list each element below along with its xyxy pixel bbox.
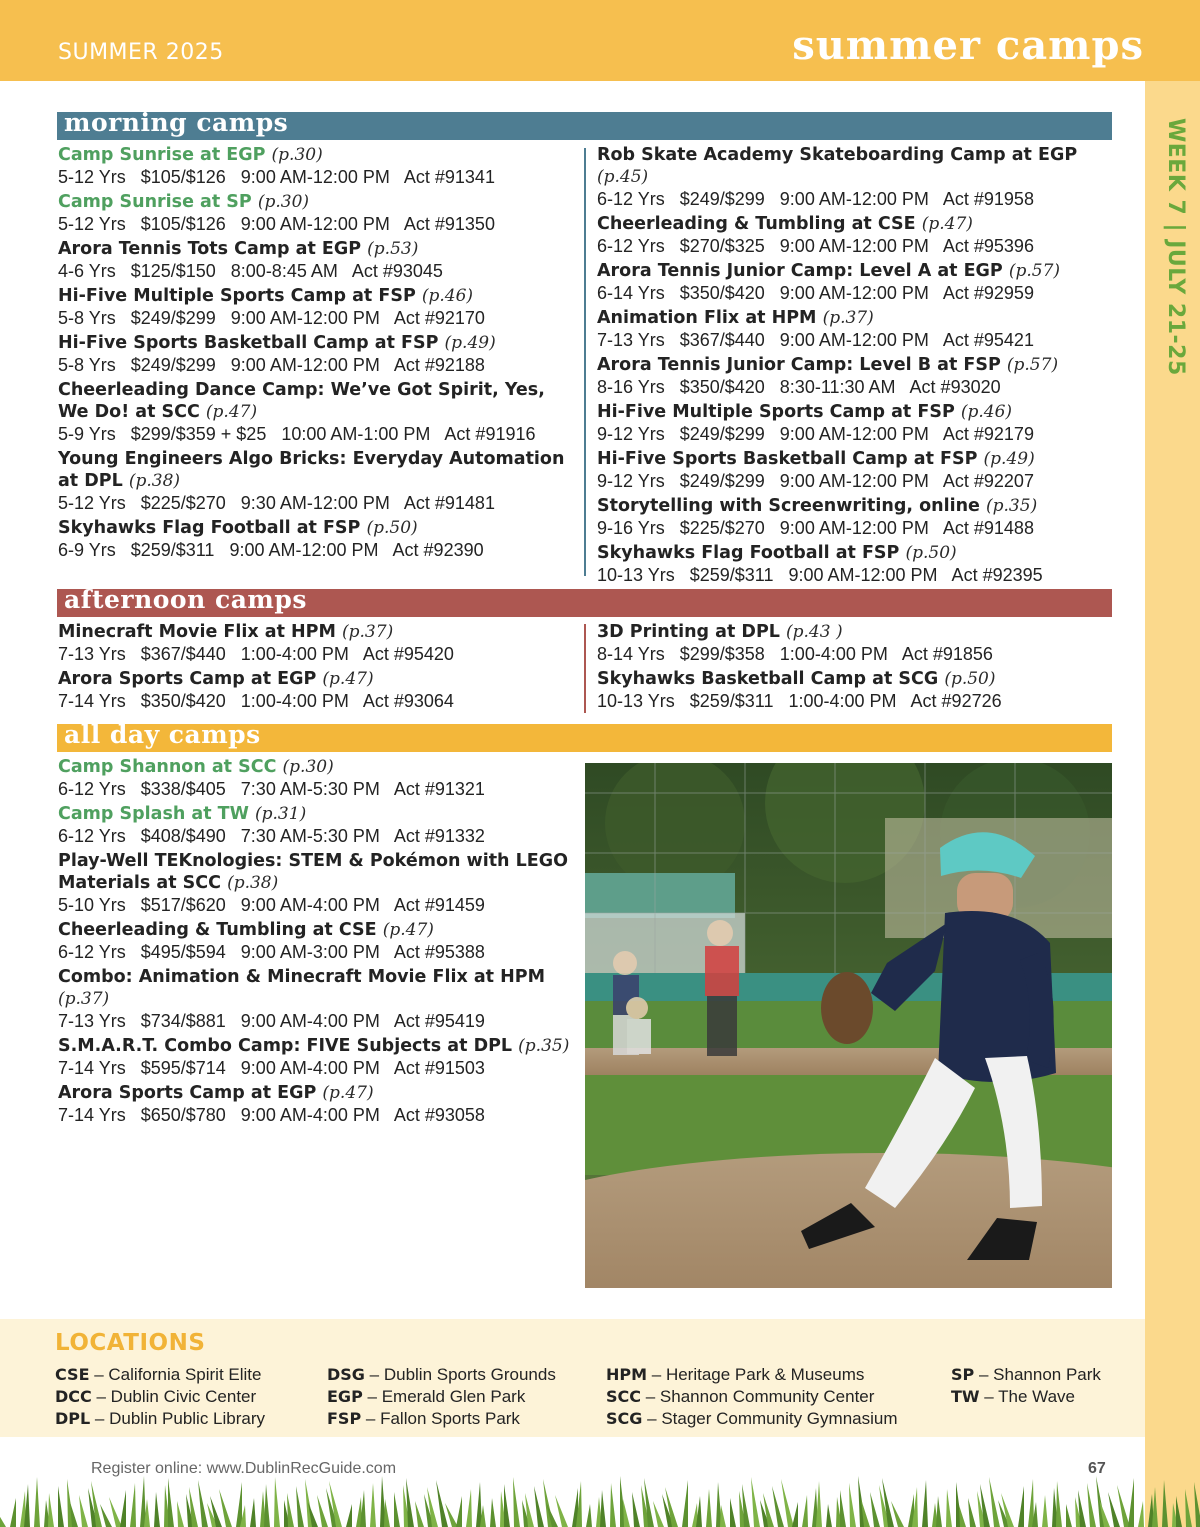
camp-name: Arora Tennis Junior Camp: Level B at FSP: [597, 355, 1001, 375]
location-item: HPM – Heritage Park & Museums: [606, 1365, 865, 1384]
grass-blade: [10, 1498, 16, 1527]
grass-blade: [100, 1504, 112, 1527]
camp-page-ref: (p.53): [367, 239, 419, 259]
camp-details: 5-8 Yrs $249/$299 9:00 AM-12:00 PM Act #92188: [58, 355, 485, 375]
morning-right-column: [597, 144, 1127, 589]
grass-blade: [48, 1493, 54, 1527]
afternoon-camps-heading: afternoon camps: [64, 585, 307, 614]
camp-details: 9-16 Yrs $225/$270 9:00 AM-12:00 PM Act #91488: [597, 518, 1034, 538]
camp-details: 9-12 Yrs $249/$299 9:00 AM-12:00 PM Act #92207: [597, 471, 1034, 491]
grass-blade: [720, 1505, 726, 1527]
location-name: Dublin Sports Grounds: [383, 1365, 556, 1384]
camp-details: 6-12 Yrs $495/$594 9:00 AM-3:00 PM Act #95388: [58, 942, 485, 962]
grass-blade: [534, 1486, 544, 1527]
camp-page-ref: (p.50): [905, 543, 957, 563]
camp-details: 6-9 Yrs $259/$311 9:00 AM-12:00 PM Act #92390: [58, 540, 484, 560]
grass-blade: [79, 1495, 88, 1527]
camp-title: [58, 966, 578, 1010]
camp-page-ref: (p.57): [1008, 261, 1061, 281]
location-item: SP – Shannon Park: [951, 1365, 1101, 1384]
camp-page-ref: (p.38): [128, 471, 181, 491]
camp-title: [58, 668, 573, 690]
camp-name: Camp Splash at TW: [58, 804, 249, 824]
camp-title: [597, 495, 1127, 517]
grass-blade: [130, 1483, 136, 1527]
grass-blade: [120, 1490, 126, 1527]
camp-page-ref: (p.47): [921, 214, 973, 234]
camp-title: [597, 668, 1127, 690]
camp-page-ref: (p.47): [322, 669, 374, 689]
grass-blade: [826, 1504, 832, 1527]
camp-page-ref: (p.47): [205, 402, 258, 422]
grass-blade: [1066, 1504, 1072, 1527]
grass-blade: [1185, 1489, 1192, 1527]
grass-blade: [394, 1492, 400, 1527]
camp-page-ref: (p.43 ): [786, 622, 843, 642]
camp-details: 5-9 Yrs $299/$359 + $25 10:00 AM-1:00 PM Act #91916: [58, 424, 536, 444]
camp-entry: [597, 260, 1127, 304]
camp-page-ref: (p.49): [983, 449, 1035, 469]
grass-blade: [730, 1498, 736, 1527]
camp-title: [58, 803, 578, 825]
grass-blade: [415, 1501, 424, 1527]
camp-details: 7-13 Yrs $734/$881 9:00 AM-4:00 PM Act #95419: [58, 1011, 485, 1031]
grass-blade: [772, 1486, 784, 1527]
camp-name: Hi-Five Multiple Sports Camp at FSP: [597, 402, 955, 422]
grass-blade: [1018, 1486, 1024, 1527]
camp-page-ref: (p.30): [257, 192, 310, 212]
camp-entry: [58, 238, 573, 282]
morning-camps-heading: morning camps: [64, 108, 289, 137]
location-item: FSP – Fallon Sports Park: [327, 1409, 520, 1428]
locations-column-3: [606, 1364, 898, 1430]
grass-blade: [1194, 1482, 1200, 1527]
camp-title: [58, 756, 578, 778]
grass-blade: [989, 1477, 1000, 1527]
camp-name: Skyhawks Flag Football at FSP: [597, 543, 900, 563]
camp-entry: [58, 1035, 578, 1079]
location-code: SP: [951, 1365, 975, 1384]
camp-page-ref: (p.35): [518, 1036, 570, 1056]
camp-page-ref: (p.47): [322, 1083, 374, 1103]
camp-name: Hi-Five Sports Basketball Camp at FSP: [597, 449, 978, 469]
register-online-link[interactable]: Register online: www.DublinRecGuide.com: [91, 1460, 397, 1477]
grass-blade: [109, 1497, 122, 1527]
camp-details: 7-13 Yrs $367/$440 1:00-4:00 PM Act #95420: [58, 644, 454, 664]
camp-entry: [58, 379, 573, 445]
grass-blade: [610, 1483, 616, 1527]
camp-page-ref: (p.49): [444, 333, 496, 353]
camp-name: Cheerleading Dance Camp: We’ve Got Spirit, Yes, We Do! at SCC: [58, 380, 545, 422]
location-name: Heritage Park & Museums: [665, 1365, 865, 1384]
grass-blade: [946, 1489, 952, 1527]
location-name: Fallon Sports Park: [380, 1409, 520, 1428]
grass-blade: [504, 1484, 510, 1527]
locations-column-2: [327, 1364, 556, 1430]
grass-blade: [653, 1501, 664, 1527]
camp-name: Cheerleading & Tumbling at CSE: [597, 214, 916, 234]
camp-page-ref: (p.30): [271, 145, 323, 165]
grass-blade: [250, 1498, 256, 1527]
camp-details: 6-12 Yrs $408/$490 7:30 AM-5:30 PM Act #91332: [58, 826, 485, 846]
grass-blade: [370, 1483, 376, 1527]
camp-entry: [58, 517, 573, 561]
location-code: HPM: [606, 1365, 648, 1384]
all-day-camps-heading: all day camps: [64, 720, 261, 749]
camp-name: Young Engineers Algo Bricks: Everyday Automation at DPL: [58, 449, 565, 491]
camp-title: [58, 919, 578, 941]
camp-name: Arora Sports Camp at EGP: [58, 669, 317, 689]
grass-blade: [555, 1495, 568, 1527]
camp-name: S.M.A.R.T. Combo Camp: FIVE Subjects at DPL: [58, 1036, 513, 1056]
camp-title: [597, 448, 1127, 470]
grass-blade: [816, 1481, 822, 1527]
grass-blade: [586, 1504, 592, 1527]
camp-page-ref: (p.57): [1006, 355, 1059, 375]
grass-blade: [1087, 1483, 1096, 1527]
camp-page-ref: (p.46): [960, 402, 1013, 422]
camp-details: 5-10 Yrs $517/$620 9:00 AM-4:00 PM Act #91459: [58, 895, 485, 915]
baseball-photo: [585, 763, 1112, 1288]
grass-blade: [600, 1490, 606, 1527]
afternoon-camps-bar: [57, 585, 1112, 617]
camp-entry: [597, 401, 1127, 445]
grass-blade: [623, 1499, 630, 1527]
grass-blade: [34, 1477, 40, 1527]
camp-page-ref: (p.37): [822, 308, 874, 328]
camp-details: 10-13 Yrs $259/$311 1:00-4:00 PM Act #92726: [597, 691, 1002, 711]
location-item: SCG – Stager Community Gymnasium: [606, 1409, 898, 1428]
camp-title: [597, 260, 1127, 282]
location-item: EGP – Emerald Glen Park: [327, 1387, 526, 1406]
grass-blade: [346, 1504, 352, 1527]
page-title: summer camps: [792, 22, 1144, 69]
camp-entry: [597, 668, 1127, 712]
afternoon-right-column: [597, 621, 1127, 715]
camp-details: 5-12 Yrs $105/$126 9:00 AM-12:00 PM Act #91341: [58, 167, 495, 187]
camp-title: [58, 144, 573, 166]
camp-details: 6-12 Yrs $338/$405 7:30 AM-5:30 PM Act #91321: [58, 779, 485, 799]
camp-title: [597, 213, 1127, 235]
location-name: Emerald Glen Park: [381, 1387, 526, 1406]
camp-name: Skyhawks Basketball Camp at SCG: [597, 669, 939, 689]
morning-left-column: [58, 144, 573, 564]
location-code: CSE: [55, 1365, 90, 1384]
grass-blade: [236, 1482, 242, 1527]
camp-name: Hi-Five Sports Basketball Camp at FSP: [58, 333, 439, 353]
grass-blade: [751, 1477, 760, 1527]
grass-blade: [1028, 1479, 1034, 1527]
camp-name: Skyhawks Flag Football at FSP: [58, 518, 361, 538]
camp-page-ref: (p.31): [255, 804, 307, 824]
camp-page-ref: (p.37): [342, 622, 394, 642]
grass-blade: [936, 1496, 942, 1527]
grass-blade: [870, 1492, 880, 1527]
location-code: SCC: [606, 1387, 642, 1406]
camp-title: [597, 307, 1127, 329]
camp-title: [58, 332, 573, 354]
grass-blade: [154, 1492, 160, 1527]
camp-details: 7-14 Yrs $595/$714 9:00 AM-4:00 PM Act #91503: [58, 1058, 485, 1078]
grass-blade: [1162, 1480, 1168, 1527]
grass-blade: [0, 1505, 6, 1527]
afternoon-divider: [584, 624, 586, 713]
camp-entry: [597, 448, 1127, 492]
location-code: TW: [951, 1387, 980, 1406]
grass-blade: [274, 1477, 280, 1527]
camp-details: 5-12 Yrs $105/$126 9:00 AM-12:00 PM Act #91350: [58, 214, 495, 234]
week-label: WEEK 7 | JULY 21-25: [1163, 118, 1188, 376]
camp-name: Rob Skate Academy Skateboarding Camp at EGP: [597, 145, 1078, 165]
camp-entry: [58, 966, 578, 1032]
locations-panel: [0, 1319, 1145, 1437]
camp-entry: [58, 919, 578, 963]
camp-title: [58, 379, 573, 423]
camp-entry: [58, 448, 573, 514]
grass-blade: [177, 1501, 184, 1527]
location-code: DCC: [55, 1387, 92, 1406]
camp-title: [58, 517, 573, 539]
grass-blade: [1108, 1492, 1120, 1527]
location-code: DSG: [327, 1365, 365, 1384]
camp-name: Cheerleading & Tumbling at CSE: [58, 920, 377, 940]
grass-blade: [296, 1486, 304, 1527]
camp-page-ref: (p.30): [282, 757, 334, 777]
camp-entry: [58, 668, 573, 712]
location-name: Dublin Public Library: [109, 1409, 266, 1428]
location-name: Dublin Civic Center: [110, 1387, 257, 1406]
camp-entry: [58, 332, 573, 376]
grass-blade: [849, 1483, 856, 1527]
grass-blade: [959, 1505, 966, 1527]
season-label: SUMMER 2025: [58, 40, 224, 65]
camp-name: Storytelling with Screenwriting, online: [597, 496, 980, 516]
camp-title: [597, 144, 1127, 188]
camp-name: Arora Tennis Tots Camp at EGP: [58, 239, 362, 259]
grass-blade: [466, 1489, 472, 1527]
baseball-photo-illustration: [585, 763, 1112, 1288]
camp-entry: [597, 542, 1127, 586]
camp-page-ref: (p.35): [986, 496, 1038, 516]
camp-entry: [58, 850, 578, 916]
camp-page-ref: (p.46): [421, 286, 474, 306]
grass-blade: [1152, 1487, 1158, 1527]
camp-entry: [58, 803, 578, 847]
location-item: DCC – Dublin Civic Center: [55, 1387, 257, 1406]
locations-title: LOCATIONS: [55, 1330, 206, 1356]
camp-title: [58, 850, 578, 894]
camp-details: 7-14 Yrs $650/$780 9:00 AM-4:00 PM Act #93058: [58, 1105, 485, 1125]
grass-blade: [706, 1489, 712, 1527]
location-code: FSP: [327, 1409, 362, 1428]
location-name: The Wave: [998, 1387, 1075, 1406]
camp-title: [58, 1082, 578, 1104]
location-code: SCG: [606, 1409, 643, 1428]
camp-title: [597, 542, 1127, 564]
camp-details: 10-13 Yrs $259/$311 9:00 AM-12:00 PM Act #92395: [597, 565, 1043, 585]
camp-title: [58, 448, 573, 492]
camp-entry: [597, 621, 1127, 665]
grass-blade: [922, 1480, 928, 1527]
camp-name: Camp Shannon at SCC: [58, 757, 277, 777]
camp-details: 8-14 Yrs $299/$358 1:00-4:00 PM Act #91856: [597, 644, 993, 664]
camp-name: Combo: Animation & Minecraft Movie Flix at HPM: [58, 967, 545, 987]
camp-title: [597, 401, 1127, 423]
camp-name: Camp Sunrise at EGP: [58, 145, 266, 165]
camp-name: Hi-Five Multiple Sports Camp at FSP: [58, 286, 416, 306]
grass-border: [0, 1470, 1200, 1527]
camp-title: [597, 354, 1127, 376]
camp-details: 7-14 Yrs $350/$420 1:00-4:00 PM Act #93064: [58, 691, 454, 711]
camp-entry: [597, 144, 1127, 210]
grass-blade: [168, 1478, 174, 1527]
grass-blade: [219, 1489, 232, 1527]
grass-blade: [968, 1498, 976, 1527]
location-code: EGP: [327, 1387, 363, 1406]
camp-page-ref: (p.45): [597, 167, 649, 187]
morning-divider: [584, 148, 586, 576]
camp-name: 3D Printing at DPL: [597, 622, 780, 642]
camp-entry: [597, 213, 1127, 257]
grass-blade: [781, 1479, 794, 1527]
page-number: 67: [1088, 1460, 1106, 1477]
grass-blade: [513, 1477, 520, 1527]
camp-details: 8-16 Yrs $350/$420 8:30-11:30 AM Act #93020: [597, 377, 1001, 397]
grass-blade: [1176, 1496, 1182, 1527]
camp-details: 6-14 Yrs $350/$420 9:00 AM-12:00 PM Act #92959: [597, 283, 1034, 303]
camp-details: 5-12 Yrs $225/$270 9:30 AM-12:00 PM Act #91481: [58, 493, 495, 513]
grass-blade: [436, 1480, 448, 1527]
grass-blade: [682, 1480, 688, 1527]
camp-details: 6-12 Yrs $249/$299 9:00 AM-12:00 PM Act #91958: [597, 189, 1034, 209]
afternoon-left-column: [58, 621, 573, 715]
camp-title: [597, 621, 1127, 643]
camp-entry: [58, 285, 573, 329]
grass-blade: [384, 1499, 390, 1527]
location-name: Shannon Park: [993, 1365, 1101, 1384]
camp-page-ref: (p.38): [227, 873, 279, 893]
camp-entry: [58, 756, 578, 800]
grass-blade: [840, 1490, 846, 1527]
location-code: DPL: [55, 1409, 91, 1428]
camp-name: Arora Tennis Junior Camp: Level A at EGP: [597, 261, 1003, 281]
camp-title: [58, 1035, 578, 1057]
grass-blade: [632, 1492, 640, 1527]
grass-blade: [1117, 1485, 1130, 1527]
location-item: TW – The Wave: [951, 1387, 1075, 1406]
grass-blade: [1128, 1478, 1134, 1527]
location-name: California Spirit Elite: [108, 1365, 262, 1384]
camp-title: [58, 238, 573, 260]
grass-blade: [792, 1502, 798, 1527]
camp-entry: [58, 621, 573, 665]
camp-page-ref: (p.37): [58, 989, 110, 1009]
all-day-left-column: [58, 756, 578, 1129]
grass-blade: [58, 1486, 64, 1527]
location-item: CSE – California Spirit Elite: [55, 1365, 262, 1384]
camp-name: Animation Flix at HPM: [597, 308, 817, 328]
camp-entry: [597, 307, 1127, 351]
location-item: DSG – Dublin Sports Grounds: [327, 1365, 556, 1384]
camp-details: 7-13 Yrs $367/$440 9:00 AM-12:00 PM Act #95421: [597, 330, 1034, 350]
grass-blade: [198, 1480, 208, 1527]
camp-entry: [58, 1082, 578, 1126]
camp-name: Camp Sunrise at SP: [58, 192, 252, 212]
grass-blade: [317, 1495, 328, 1527]
camp-page-ref: (p.47): [382, 920, 434, 940]
location-item: DPL – Dublin Public Library: [55, 1409, 266, 1428]
grass-blade: [802, 1495, 808, 1527]
grass-blade: [1138, 1501, 1144, 1527]
grass-blade: [264, 1484, 270, 1527]
camp-name: Minecraft Movie Flix at HPM: [58, 622, 336, 642]
camp-details: 5-8 Yrs $249/$299 9:00 AM-12:00 PM Act #92170: [58, 308, 485, 328]
camp-details: 4-6 Yrs $125/$150 8:00-8:45 AM Act #93045: [58, 261, 443, 281]
camp-details: 9-12 Yrs $249/$299 9:00 AM-12:00 PM Act #92179: [597, 424, 1034, 444]
grass-blade: [490, 1498, 496, 1527]
camp-page-ref: (p.50): [944, 669, 996, 689]
morning-camps-bar: [57, 108, 1112, 140]
all-day-camps-bar: [57, 720, 1112, 752]
grass-blade: [456, 1496, 462, 1527]
location-name: Shannon Community Center: [659, 1387, 875, 1406]
camp-title: [58, 191, 573, 213]
camp-page-ref: (p.50): [366, 518, 418, 538]
location-item: SCC – Shannon Community Center: [606, 1387, 875, 1406]
camp-name: Arora Sports Camp at EGP: [58, 1083, 317, 1103]
camp-entry: [597, 354, 1127, 398]
camp-entry: [58, 191, 573, 235]
camp-title: [58, 285, 573, 307]
camp-details: 6-12 Yrs $270/$325 9:00 AM-12:00 PM Act #95396: [597, 236, 1034, 256]
grass-blade: [1056, 1481, 1062, 1527]
grass-blade: [287, 1493, 294, 1527]
grass-blade: [1042, 1495, 1048, 1527]
camp-title: [58, 621, 573, 643]
locations-column-1: [55, 1364, 265, 1430]
camp-name: Play-Well TEKnologies: STEM & Pokémon with LEGO Materials at SCC: [58, 851, 568, 893]
location-name: Stager Community Gymnasium: [661, 1409, 898, 1428]
camp-entry: [58, 144, 573, 188]
camp-entry: [597, 495, 1127, 539]
locations-column-4: [951, 1364, 1101, 1408]
